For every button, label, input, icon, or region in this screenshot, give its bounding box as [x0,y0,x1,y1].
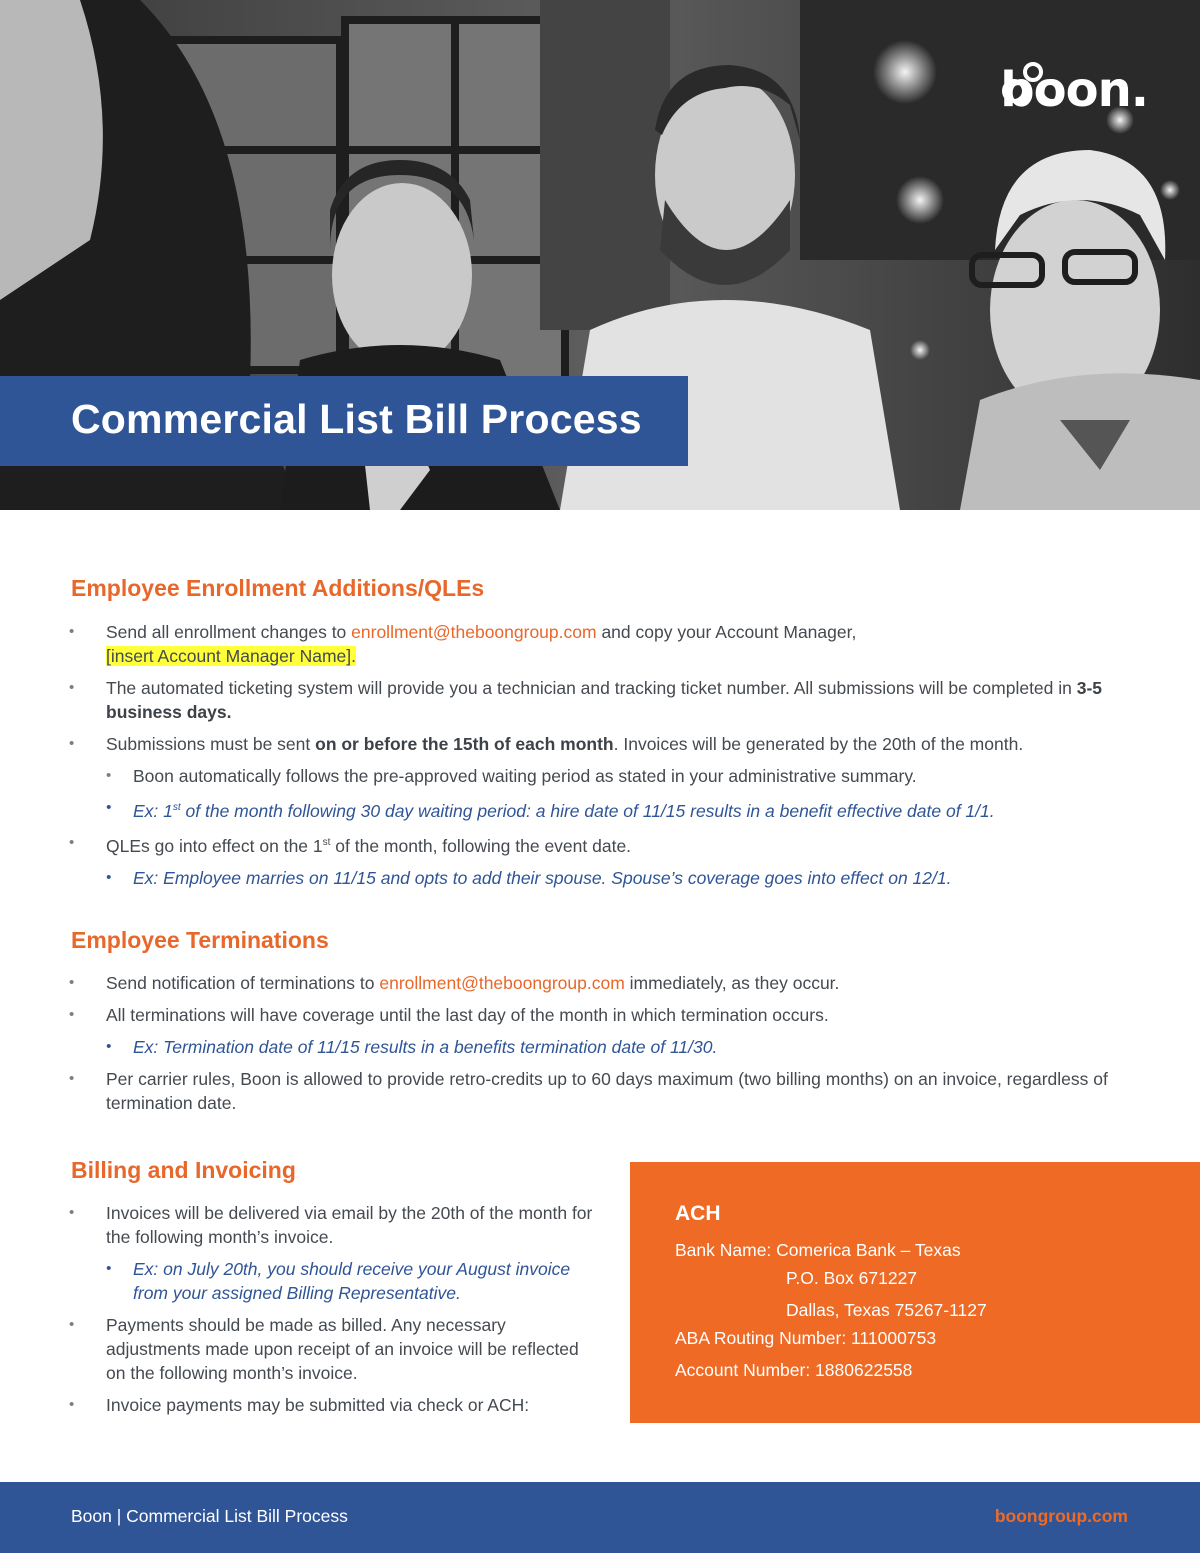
ach-bank-row [675,1238,961,1262]
text: QLEs go into effect on the 1 [106,835,323,856]
list-item: • Invoices will be delivered via email by the 20th of the month for the following month’s invoice. [0,1201,595,1249]
title-banner [0,376,688,466]
bold-text: 3-5 business days. [106,678,1103,722]
terminations-email-link[interactable]: enrollment@theboongroup.com [379,973,625,993]
list-item [0,676,1140,724]
superscript: st [322,836,331,848]
superscript: st [172,802,181,813]
text: Ex: 1 [133,800,173,821]
boon-logo [998,62,1148,116]
example-item [0,796,1140,823]
enrollment-list [0,620,1140,890]
boon-logo-icon [998,62,1068,104]
list-item: • Per carrier rules, Boon is allowed to provide retro-credits up to 60 days maximum (two billing months) on an invoice, regardless of termination date. [0,1067,1125,1115]
ach-title: ACH [675,1202,721,1225]
ach-info-box [630,1162,1200,1423]
text: of the month, following the event date. [330,835,632,856]
list-item: • Invoice payments may be submitted via check or ACH: [0,1393,595,1417]
bank-name: Comerica Bank – Texas [776,1240,961,1260]
footer-website-link[interactable]: boongroup.com [994,1506,1128,1526]
list-item: • All terminations will have coverage until the last day of the month in which termination occurs. [0,1003,1125,1027]
enrollment-email-link[interactable]: enrollment@theboongroup.com [351,622,597,642]
terminations-heading: Employee Terminations [71,927,329,953]
text: Submissions must be sent [106,734,316,754]
ach-address-line-1: P.O. Box 671227 [786,1268,918,1288]
list-item [0,620,1140,668]
example-item: • Ex: on July 20th, you should receive your August invoice from your assigned Billing Representative. [0,1257,595,1305]
text: The automated ticketing system will provide you a technician and tracking ticket number. All submissions will be completed in [106,678,1077,698]
list-item [0,732,1140,756]
enrollment-heading: Employee Enrollment Additions/QLEs [71,575,485,601]
text: of the month following 30 day waiting period: a hire date of 11/15 results in a benefit effective date of 1/1. [180,800,995,821]
sub-list-item: • Boon automatically follows the pre-approved waiting period as stated in your administrative summary. [0,764,1140,788]
ach-address-line-2: Dallas, Texas 75267-1127 [786,1300,987,1320]
bold-text: on or before the 15th of each month [315,734,614,754]
billing-list [0,1201,595,1417]
bank-label: Bank Name: [675,1240,777,1260]
account-manager-placeholder: [insert Account Manager Name]. [106,646,356,666]
text: and copy your Account Manager, [596,622,857,642]
terminations-list [0,971,1125,1115]
example-item: • Ex: Termination date of 11/15 results in a benefits termination date of 11/30. [0,1035,1125,1059]
footer [0,1482,1200,1553]
boon-wordmark: boon. [1000,62,1148,118]
list-item: • Payments should be made as billed. Any necessary adjustments made upon receipt of an invoice will be reflected on the following month’s invoice. [0,1313,595,1385]
page-title: Commercial List Bill Process [71,396,642,442]
footer-doc-title: Boon | Commercial List Bill Process [71,1506,348,1526]
billing-heading: Billing and Invoicing [71,1157,296,1183]
example-item: • Ex: Employee marries on 11/15 and opts to add their spouse. Spouse’s coverage goes into effect on 12/1. [0,866,1140,890]
text: Send notification of terminations to [106,973,380,993]
text: immediately, as they occur. [624,973,840,993]
ach-routing-number: ABA Routing Number: 111000753 [675,1328,937,1348]
text: . Invoices will be generated by the 20th of the month. [613,734,1024,754]
list-item [0,971,1125,995]
ach-account-number: Account Number: 1880622558 [675,1360,913,1380]
list-item [0,831,1140,858]
text: Send all enrollment changes to [106,622,352,642]
